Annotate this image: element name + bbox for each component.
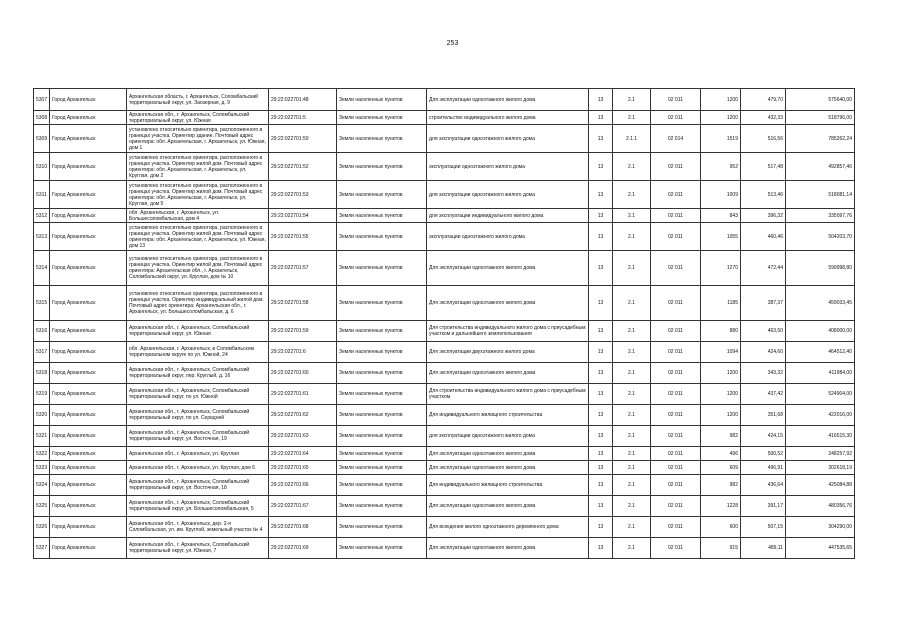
rate-cell: 489,11 bbox=[741, 538, 786, 559]
row-number: 5312 bbox=[34, 209, 50, 223]
land-category-cell: Земли населенных пунктов bbox=[337, 125, 427, 153]
row-number: 5327 bbox=[34, 538, 50, 559]
permitted-use-cell: Для эксплуатации одноэтажного жилого дома bbox=[427, 286, 589, 321]
address-cell: Архангельская обл., г. Архангельск, Соломбальский территориальный округ, пер. Круглый, д. 16 bbox=[127, 363, 269, 384]
permitted-use-cell: Для строительства индивидуального жилого дома с приусадебным участком и дальнейшего землепользования bbox=[427, 321, 589, 342]
cadastral-number-cell: 29:22:022701:5 bbox=[269, 111, 337, 125]
permitted-use-cell: Для эксплуатации одноэтажного жилого дома bbox=[427, 89, 589, 111]
zone-cell: 2.1 bbox=[613, 461, 651, 475]
cadastral-value-cell: 480356,76 bbox=[786, 496, 855, 517]
row-number: 5319 bbox=[34, 384, 50, 405]
rate-cell: 516,56 bbox=[741, 125, 786, 153]
rate-cell: 387,37 bbox=[741, 286, 786, 321]
row-number: 5308 bbox=[34, 111, 50, 125]
address-cell: Архангельская область, г. Архангельск, Соломбальский территориальный округ, ул. Заозерная, д. 9 bbox=[127, 89, 269, 111]
table-row bbox=[34, 461, 855, 475]
table-row bbox=[34, 517, 855, 538]
city-cell: Город Архангельск bbox=[50, 181, 127, 209]
address-cell: Архангельская обл., г. Архангельск, ул. Круглая bbox=[127, 447, 269, 461]
code-cell: 02 011 bbox=[651, 286, 701, 321]
code-cell: 02 011 bbox=[651, 517, 701, 538]
group-cell: 13 bbox=[589, 223, 613, 251]
zone-cell: 2.1 bbox=[613, 89, 651, 111]
cadastral-table bbox=[33, 88, 855, 559]
cadastral-number-cell: 29:22:022701:66 bbox=[269, 475, 337, 496]
table-row bbox=[34, 153, 855, 181]
row-number: 5313 bbox=[34, 223, 50, 251]
cadastral-number-cell: 29:22:022701:62 bbox=[269, 405, 337, 426]
area-cell: 1228 bbox=[701, 496, 741, 517]
area-cell: 1094 bbox=[701, 342, 741, 363]
land-category-cell: Земли населенных пунктов bbox=[337, 223, 427, 251]
rate-cell: 479,70 bbox=[741, 89, 786, 111]
table-row bbox=[34, 426, 855, 447]
area-cell: 880 bbox=[701, 321, 741, 342]
area-cell: 600 bbox=[701, 517, 741, 538]
cadastral-value-cell: 304290,00 bbox=[786, 517, 855, 538]
group-cell: 13 bbox=[589, 384, 613, 405]
permitted-use-cell: Для эксплуатации одноэтажного жилого дома bbox=[427, 461, 589, 475]
area-cell: 915 bbox=[701, 538, 741, 559]
address-cell: Архангельская обл., г. Архангельск, дер. 2-я Соломбальская, ул. им. Круглой, земельный участок № 4 bbox=[127, 517, 269, 538]
table-row bbox=[34, 342, 855, 363]
area-cell: 1519 bbox=[701, 125, 741, 153]
zone-cell: 2.1 bbox=[613, 111, 651, 125]
cadastral-number-cell: 29:22:022701:50 bbox=[269, 125, 337, 153]
city-cell: Город Архангельск bbox=[50, 475, 127, 496]
permitted-use-cell: Для эксплуатации одноэтажного жилого дома bbox=[427, 496, 589, 517]
permitted-use-cell: Для эксплуатации одноэтажного жилого дома bbox=[427, 447, 589, 461]
land-category-cell: Земли населенных пунктов bbox=[337, 538, 427, 559]
zone-cell: 2.1 bbox=[613, 426, 651, 447]
code-cell: 02 011 bbox=[651, 363, 701, 384]
land-category-cell: Земли населенных пунктов bbox=[337, 384, 427, 405]
address-cell: Архангельская обл., г. Архангельск, Соломбальский территориальный округ, по ул. Середней bbox=[127, 405, 269, 426]
address-cell: Архангельская обл., г. Архангельск, Соломбальский территориальный округ, по ул. Южной bbox=[127, 384, 269, 405]
rate-cell: 507,15 bbox=[741, 517, 786, 538]
group-cell: 13 bbox=[589, 321, 613, 342]
address-cell: Архангельская обл., г. Архангельск, ул. Круглая, дом 6 bbox=[127, 461, 269, 475]
code-cell: 02 011 bbox=[651, 538, 701, 559]
cadastral-value-cell: 518081,14 bbox=[786, 181, 855, 209]
cadastral-number-cell: 29:22:022701:65 bbox=[269, 461, 337, 475]
row-number: 5317 bbox=[34, 342, 50, 363]
cadastral-number-cell: 29:22:022701:6 bbox=[269, 342, 337, 363]
rate-cell: 517,48 bbox=[741, 153, 786, 181]
zone-cell: 2.1 bbox=[613, 517, 651, 538]
table-row bbox=[34, 209, 855, 223]
permitted-use-cell: строительство индивидуального жилого дома bbox=[427, 111, 589, 125]
address-cell: установлено относительно ориентира, расположенного в границах участка. Ориентир индивидуальный жилой дом. Почтовый адрес ориентира: Архангельская обл., г. Архангельск, ул. Большесоломбальская, д. 6 bbox=[127, 286, 269, 321]
city-cell: Город Архангельск bbox=[50, 363, 127, 384]
table-row bbox=[34, 223, 855, 251]
row-number: 5314 bbox=[34, 251, 50, 286]
land-category-cell: Земли населенных пунктов bbox=[337, 321, 427, 342]
address-cell: Архангельская обл., г. Архангельск, Соломбальский территориальный округ, ул. Восточная, 19 bbox=[127, 426, 269, 447]
row-number: 5324 bbox=[34, 475, 50, 496]
address-cell: Архангельская обл., г. Архангельск, Соломбальский территориальный округ, ул. Южная bbox=[127, 321, 269, 342]
cadastral-number-cell: 29:22:022701:67 bbox=[269, 496, 337, 517]
city-cell: Город Архангельск bbox=[50, 447, 127, 461]
address-cell: Архангельская обл., г. Архангельск, Соломбальский территориальный округ, ул. Большесоломбальская, 5 bbox=[127, 496, 269, 517]
row-number: 5310 bbox=[34, 153, 50, 181]
zone-cell: 2.1 bbox=[613, 384, 651, 405]
table-row bbox=[34, 321, 855, 342]
group-cell: 13 bbox=[589, 181, 613, 209]
address-cell: установлено относительно ориентира, расположенного в границах участка. Ориентир жилой дом. Почтовый адрес ориентира: обл. Архангельская, г. Архангельск, ул. Круглая, дом 5 bbox=[127, 181, 269, 209]
city-cell: Город Архангельск bbox=[50, 111, 127, 125]
city-cell: Город Архангельск bbox=[50, 496, 127, 517]
land-category-cell: Земли населенных пунктов bbox=[337, 405, 427, 426]
cadastral-value-cell: 504203,70 bbox=[786, 223, 855, 251]
zone-cell: 2.1 bbox=[613, 475, 651, 496]
code-cell: 02 011 bbox=[651, 181, 701, 209]
land-category-cell: Земли населенных пунктов bbox=[337, 517, 427, 538]
table-row bbox=[34, 181, 855, 209]
table-row bbox=[34, 475, 855, 496]
row-number: 5318 bbox=[34, 363, 50, 384]
code-cell: 02 011 bbox=[651, 405, 701, 426]
page-number: 253 bbox=[446, 40, 459, 47]
area-cell: 1200 bbox=[701, 384, 741, 405]
row-number: 5311 bbox=[34, 181, 50, 209]
cadastral-value-cell: 302618,19 bbox=[786, 461, 855, 475]
area-cell: 952 bbox=[701, 153, 741, 181]
cadastral-value-cell: 422016,00 bbox=[786, 405, 855, 426]
group-cell: 13 bbox=[589, 209, 613, 223]
land-category-cell: Земли населенных пунктов bbox=[337, 209, 427, 223]
rate-cell: 437,42 bbox=[741, 384, 786, 405]
city-cell: Город Архангельск bbox=[50, 461, 127, 475]
rate-cell: 424,15 bbox=[741, 426, 786, 447]
row-number: 5321 bbox=[34, 426, 50, 447]
land-category-cell: Земли населенных пунктов bbox=[337, 181, 427, 209]
row-number: 5309 bbox=[34, 125, 50, 153]
address-cell: установлено относительно ориентира, расположенного в границах участка. Ориентир жилой дом. Почтовый адрес ориентира: Архангельская обл., г. Архангельск, Соломбальский округ, ул. Круглая, дом № 10 bbox=[127, 251, 269, 286]
area-cell: 1200 bbox=[701, 405, 741, 426]
code-cell: 02 011 bbox=[651, 251, 701, 286]
land-category-cell: Земли населенных пунктов bbox=[337, 286, 427, 321]
row-number: 5326 bbox=[34, 517, 50, 538]
code-cell: 02 011 bbox=[651, 111, 701, 125]
city-cell: Город Архангельск bbox=[50, 223, 127, 251]
cadastral-number-cell: 29:22:022701:69 bbox=[269, 538, 337, 559]
group-cell: 13 bbox=[589, 517, 613, 538]
cadastral-value-cell: 524904,00 bbox=[786, 384, 855, 405]
group-cell: 13 bbox=[589, 475, 613, 496]
code-cell: 02 011 bbox=[651, 153, 701, 181]
rate-cell: 460,46 bbox=[741, 223, 786, 251]
rate-cell: 424,60 bbox=[741, 342, 786, 363]
row-number: 5325 bbox=[34, 496, 50, 517]
rate-cell: 432,33 bbox=[741, 111, 786, 125]
permitted-use-cell: для эксплуатации одноэтажного жилого дома bbox=[427, 426, 589, 447]
city-cell: Город Архангельск bbox=[50, 426, 127, 447]
permitted-use-cell: эксплуатации одноэтажного жилого дома bbox=[427, 153, 589, 181]
permitted-use-cell: для эксплуатации одноэтажного жилого дома bbox=[427, 125, 589, 153]
zone-cell: 2.1 bbox=[613, 363, 651, 384]
permitted-use-cell: Для индивидуального жилищного строительства bbox=[427, 475, 589, 496]
group-cell: 13 bbox=[589, 447, 613, 461]
zone-cell: 2.1 bbox=[613, 251, 651, 286]
table-row bbox=[34, 286, 855, 321]
group-cell: 13 bbox=[589, 89, 613, 111]
rate-cell: 351,68 bbox=[741, 405, 786, 426]
area-cell: 1200 bbox=[701, 111, 741, 125]
cadastral-number-cell: 29:22:022701:64 bbox=[269, 447, 337, 461]
land-category-cell: Земли населенных пунктов bbox=[337, 426, 427, 447]
group-cell: 13 bbox=[589, 363, 613, 384]
row-number: 5316 bbox=[34, 321, 50, 342]
area-cell: 843 bbox=[701, 209, 741, 223]
table-row bbox=[34, 538, 855, 559]
table-row bbox=[34, 89, 855, 111]
rate-cell: 343,32 bbox=[741, 363, 786, 384]
permitted-use-cell: Для всекдения жилого одноэтажного деревянного дома bbox=[427, 517, 589, 538]
table-row bbox=[34, 111, 855, 125]
rate-cell: 436,64 bbox=[741, 475, 786, 496]
cadastral-value-cell: 416515,30 bbox=[786, 426, 855, 447]
city-cell: Город Архангельск bbox=[50, 209, 127, 223]
cadastral-number-cell: 29:22:022701:63 bbox=[269, 426, 337, 447]
city-cell: Город Архангельск bbox=[50, 153, 127, 181]
code-cell: 02 011 bbox=[651, 426, 701, 447]
group-cell: 13 bbox=[589, 461, 613, 475]
group-cell: 13 bbox=[589, 153, 613, 181]
cadastral-number-cell: 29:22:022701:54 bbox=[269, 209, 337, 223]
code-cell: 02 011 bbox=[651, 384, 701, 405]
group-cell: 13 bbox=[589, 286, 613, 321]
land-category-cell: Земли населенных пунктов bbox=[337, 496, 427, 517]
cadastral-number-cell: 29:22:022701:60 bbox=[269, 363, 337, 384]
permitted-use-cell: Для эксплуатации одноэтажного жилого дома bbox=[427, 363, 589, 384]
group-cell: 13 bbox=[589, 125, 613, 153]
table-row bbox=[34, 447, 855, 461]
permitted-use-cell: эксплуатации одноэтажного жилого дома bbox=[427, 223, 589, 251]
cadastral-number-cell: 29:22:022701:52 bbox=[269, 153, 337, 181]
city-cell: Город Архангельск bbox=[50, 342, 127, 363]
group-cell: 13 bbox=[589, 111, 613, 125]
city-cell: Город Архангельск bbox=[50, 251, 127, 286]
area-cell: 1200 bbox=[701, 89, 741, 111]
zone-cell: 2.1 bbox=[613, 209, 651, 223]
city-cell: Город Архангельск bbox=[50, 286, 127, 321]
zone-cell: 2.1 bbox=[613, 405, 651, 426]
land-category-cell: Земли населенных пунктов bbox=[337, 475, 427, 496]
area-cell: 982 bbox=[701, 426, 741, 447]
land-category-cell: Земли населенных пунктов bbox=[337, 251, 427, 286]
zone-cell: 2.1 bbox=[613, 181, 651, 209]
rate-cell: 396,32 bbox=[741, 209, 786, 223]
code-cell: 02 011 bbox=[651, 496, 701, 517]
code-cell: 02 011 bbox=[651, 223, 701, 251]
table-row bbox=[34, 125, 855, 153]
land-category-cell: Земли населенных пунктов bbox=[337, 153, 427, 181]
cadastral-number-cell: 29:22:022701:59 bbox=[269, 321, 337, 342]
area-cell: 1270 bbox=[701, 251, 741, 286]
code-cell: 02 014 bbox=[651, 125, 701, 153]
city-cell: Город Архангельск bbox=[50, 517, 127, 538]
area-cell: 1200 bbox=[701, 363, 741, 384]
land-category-cell: Земли населенных пунктов bbox=[337, 111, 427, 125]
cadastral-number-cell: 29:22:022701:53 bbox=[269, 181, 337, 209]
area-cell: 1185 bbox=[701, 286, 741, 321]
address-cell: обл. Архангельская, г. Архангельск, ул. Большесоломбальская, дом 4 bbox=[127, 209, 269, 223]
cadastral-value-cell: 492857,46 bbox=[786, 153, 855, 181]
area-cell: 1055 bbox=[701, 223, 741, 251]
permitted-use-cell: для эксплуатации индивидуального жилого дома bbox=[427, 209, 589, 223]
rate-cell: 472,44 bbox=[741, 251, 786, 286]
area-cell: 982 bbox=[701, 475, 741, 496]
row-number: 5320 bbox=[34, 405, 50, 426]
address-cell: Архангельская обл., г. Архангельск, Соломбальский территориальный округ, ул. Восточная, 18 bbox=[127, 475, 269, 496]
group-cell: 13 bbox=[589, 251, 613, 286]
cadastral-value-cell: 785262,24 bbox=[786, 125, 855, 153]
address-cell: установлено относительно ориентира, расположенного в границах участка. Ориентир здание. Почтовый адрес ориентира: обл. Архангельская, г. Архангельск, ул. Южная, дом 1 bbox=[127, 125, 269, 153]
zone-cell: 2.1 bbox=[613, 342, 651, 363]
group-cell: 13 bbox=[589, 342, 613, 363]
city-cell: Город Архангельск bbox=[50, 384, 127, 405]
cadastral-value-cell: 599998,80 bbox=[786, 251, 855, 286]
zone-cell: 2.1 bbox=[613, 538, 651, 559]
permitted-use-cell: Для индивидуального жилищного строительства bbox=[427, 405, 589, 426]
zone-cell: 2.1 bbox=[613, 447, 651, 461]
land-category-cell: Земли населенных пунктов bbox=[337, 461, 427, 475]
table-row bbox=[34, 405, 855, 426]
group-cell: 13 bbox=[589, 426, 613, 447]
cadastral-number-cell: 29:22:022701:58 bbox=[269, 286, 337, 321]
cadastral-value-cell: 575640,00 bbox=[786, 89, 855, 111]
zone-cell: 2.1 bbox=[613, 153, 651, 181]
rate-cell: 500,52 bbox=[741, 447, 786, 461]
group-cell: 13 bbox=[589, 405, 613, 426]
code-cell: 02 011 bbox=[651, 321, 701, 342]
cadastral-value-cell: 447535,65 bbox=[786, 538, 855, 559]
address-cell: обл. Архангельская, г. Архангельск, в Соломбальском территориальном округе по ул. Южной, 24 bbox=[127, 342, 269, 363]
group-cell: 13 bbox=[589, 538, 613, 559]
address-cell: Архангельская обл., г. Архангельск, Соломбальский территориальный округ, ул. Южная bbox=[127, 111, 269, 125]
cadastral-number-cell: 29:22:022701:55 bbox=[269, 223, 337, 251]
table-row bbox=[34, 251, 855, 286]
group-cell: 13 bbox=[589, 496, 613, 517]
area-cell: 1009 bbox=[701, 181, 741, 209]
cadastral-value-cell: 248257,92 bbox=[786, 447, 855, 461]
cadastral-value-cell: 464512,40 bbox=[786, 342, 855, 363]
cadastral-number-cell: 29:22:022701:61 bbox=[269, 384, 337, 405]
cadastral-value-cell: 518796,00 bbox=[786, 111, 855, 125]
city-cell: Город Архангельск bbox=[50, 89, 127, 111]
rate-cell: 463,50 bbox=[741, 321, 786, 342]
zone-cell: 2.1 bbox=[613, 286, 651, 321]
zone-cell: 2.1 bbox=[613, 321, 651, 342]
code-cell: 02 011 bbox=[651, 209, 701, 223]
code-cell: 02 011 bbox=[651, 447, 701, 461]
rate-cell: 391,17 bbox=[741, 496, 786, 517]
code-cell: 02 011 bbox=[651, 342, 701, 363]
cadastral-value-cell: 425084,88 bbox=[786, 475, 855, 496]
city-cell: Город Архангельск bbox=[50, 405, 127, 426]
address-cell: установлено относительно ориентира, расположенного в границах участка. Ориентир жилой дом. Почтовый адрес ориентира: обл. Архангельская, г. Архангельск, ул. Южная, дом 13 bbox=[127, 223, 269, 251]
land-category-cell: Земли населенных пунктов bbox=[337, 342, 427, 363]
zone-cell: 2.1 bbox=[613, 496, 651, 517]
rate-cell: 513,46 bbox=[741, 181, 786, 209]
address-cell: установлено относительно ориентира, расположенного в границах участка. Ориентир жилой дом. Почтовый адрес ориентира: обл. Архангельская, г. Архангельск, ул. Круглая, дом 2 bbox=[127, 153, 269, 181]
table-row bbox=[34, 496, 855, 517]
code-cell: 02 011 bbox=[651, 461, 701, 475]
table-row bbox=[34, 363, 855, 384]
permitted-use-cell: Для строительства индивидуального жилого дома с приусадебным участком bbox=[427, 384, 589, 405]
cadastral-value-cell: 408000,00 bbox=[786, 321, 855, 342]
code-cell: 02 011 bbox=[651, 89, 701, 111]
permitted-use-cell: для эксплуатации одноэтажного жилого дома bbox=[427, 181, 589, 209]
city-cell: Город Архангельск bbox=[50, 538, 127, 559]
table-row bbox=[34, 384, 855, 405]
rate-cell: 496,91 bbox=[741, 461, 786, 475]
row-number: 5323 bbox=[34, 461, 50, 475]
cadastral-number-cell: 29:22:022701:48 bbox=[269, 89, 337, 111]
land-category-cell: Земли населенных пунктов bbox=[337, 363, 427, 384]
address-cell: Архангельская обл., г. Архангельск, Соломбальский территориальный округ, ул. Южная, 7 bbox=[127, 538, 269, 559]
cadastral-value-cell: 335097,76 bbox=[786, 209, 855, 223]
row-number: 5307 bbox=[34, 89, 50, 111]
row-number: 5315 bbox=[34, 286, 50, 321]
city-cell: Город Архангельск bbox=[50, 125, 127, 153]
permitted-use-cell: Для эксплуатации двухэтажного жилого дома bbox=[427, 342, 589, 363]
zone-cell: 2.1 bbox=[613, 223, 651, 251]
permitted-use-cell: Для эксплуатации одноэтажного жилого дома bbox=[427, 538, 589, 559]
area-cell: 496 bbox=[701, 447, 741, 461]
code-cell: 02 011 bbox=[651, 475, 701, 496]
land-category-cell: Земли населенных пунктов bbox=[337, 447, 427, 461]
area-cell: 609 bbox=[701, 461, 741, 475]
cadastral-number-cell: 29:22:022701:68 bbox=[269, 517, 337, 538]
land-category-cell: Земли населенных пунктов bbox=[337, 89, 427, 111]
row-number: 5322 bbox=[34, 447, 50, 461]
city-cell: Город Архангельск bbox=[50, 321, 127, 342]
cadastral-value-cell: 459033,45 bbox=[786, 286, 855, 321]
cadastral-value-cell: 411984,00 bbox=[786, 363, 855, 384]
cadastral-number-cell: 29:22:022701:57 bbox=[269, 251, 337, 286]
permitted-use-cell: Для эксплуатации одноэтажного жилого дома bbox=[427, 251, 589, 286]
zone-cell: 2.1.1 bbox=[613, 125, 651, 153]
